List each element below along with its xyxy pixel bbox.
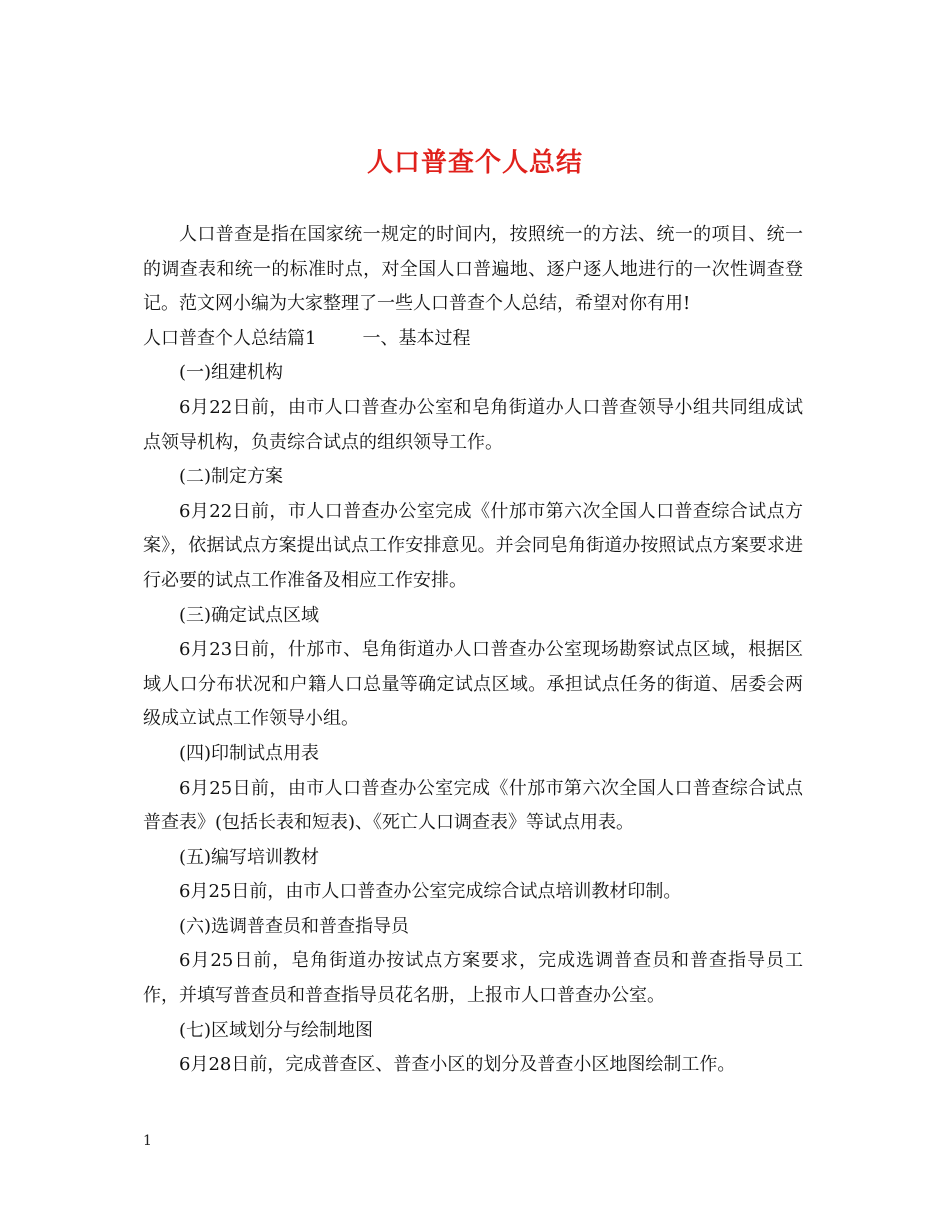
item-paragraph: 6月25日前，皂角街道办按试点方案要求，完成选调普查员和普查指导员工作，并填写普查员和普查指导员花名册，上报市人口普查办公室。 <box>143 950 803 1007</box>
item-paragraph: 6月25日前，由市人口普查办公室完成综合试点培训教材印制。 <box>179 881 682 903</box>
item-heading: (六)选调普查员和普查指导员 <box>179 915 410 937</box>
section-heading-title: 人口普查个人总结篇1 <box>143 327 317 349</box>
item-heading: (四)印制试点用表 <box>179 742 320 764</box>
item-heading: (一)组建机构 <box>179 362 284 384</box>
item-paragraph: 6月25日前，由市人口普查办公室完成《什邡市第六次全国人口普查综合试点普查表》(包括长表和短表)、《死亡人口调查表》等试点用表。 <box>143 777 803 834</box>
item-paragraph: 6月23日前，什邡市、皂角街道办人口普查办公室现场勘察试点区域，根据区域人口分布状况和户籍人口总量等确定试点区域。承担试点任务的街道、居委会两级成立试点工作领导小组。 <box>143 639 803 730</box>
document-body <box>143 218 803 1083</box>
section-heading <box>143 322 803 357</box>
item-paragraph: 6月28日前，完成普查区、普查小区的划分及普查小区地图绘制工作。 <box>179 1054 736 1076</box>
intro-paragraph: 人口普查是指在国家统一规定的时间内，按照统一的方法、统一的项目、统一的调查表和统一的标准时点，对全国人口普遍地、逐户逐人地进行的一次性调查登记。范文网小编为大家整理了一些人口普查个人总结，希望对你有用! <box>143 224 803 315</box>
item-paragraph: 6月22日前，由市人口普查办公室和皂角街道办人口普查领导小组共同组成试点领导机构，负责综合试点的组织领导工作。 <box>143 396 803 453</box>
item-heading: (二)制定方案 <box>179 466 284 488</box>
item-heading: (三)确定试点区域 <box>179 604 320 626</box>
document-title: 人口普查个人总结 <box>366 148 583 178</box>
section-heading-subtitle: 一、基本过程 <box>362 327 471 349</box>
item-paragraph: 6月22日前，市人口普查办公室完成《什邡市第六次全国人口普查综合试点方案》，依据试点方案提出试点工作安排意见。并会同皂角街道办按照试点方案要求进行必要的试点工作准备及相应工作安排。 <box>143 500 803 591</box>
item-heading: (五)编写培训教材 <box>179 846 320 868</box>
page-number: 1 <box>143 1133 152 1149</box>
item-heading: (七)区域划分与绘制地图 <box>179 1019 374 1041</box>
